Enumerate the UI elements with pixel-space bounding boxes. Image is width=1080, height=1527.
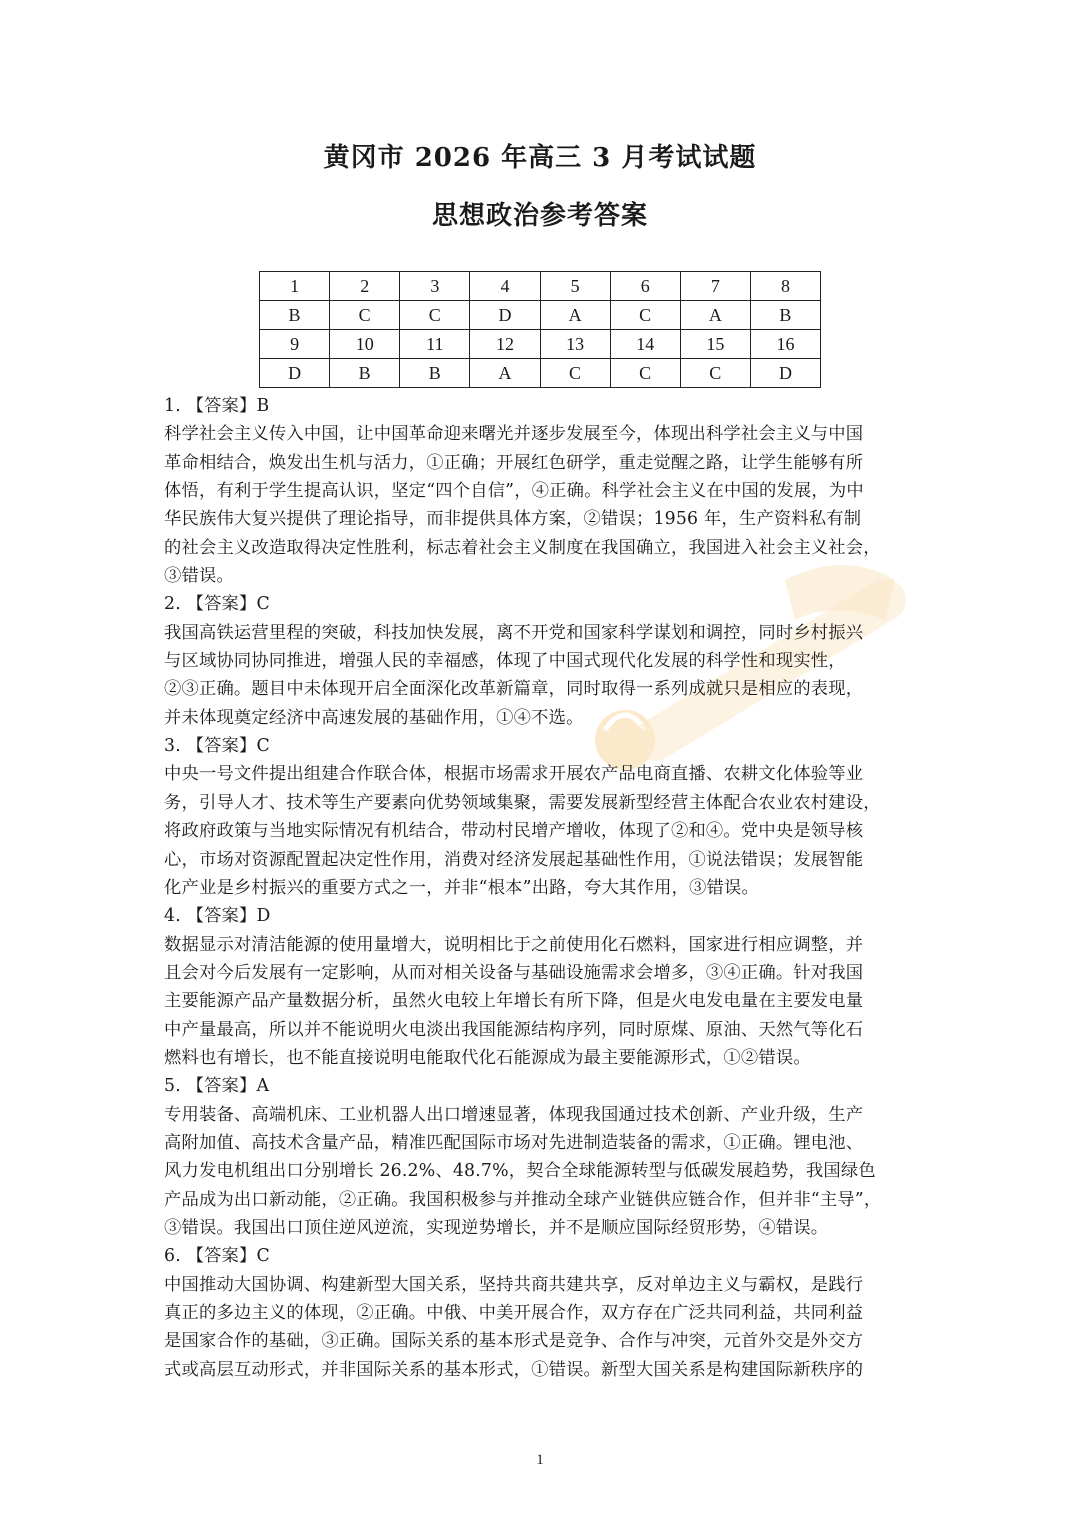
- explanation-line: 华民族伟大复兴提供了理论指导，而非提供具体方案，②错误；1956 年，生产资料私有制: [164, 509, 862, 530]
- answer-letter-cell: B: [260, 301, 330, 330]
- answer-letter-row: [260, 301, 821, 330]
- answer-letter-cell: A: [470, 359, 540, 388]
- explanation-line: 主要能源产品产量数据分析，虽然火电较上年增长有所下降，但是火电发电量在主要发电量: [164, 991, 864, 1012]
- explanation-line: 产品成为出口新动能，②正确。我国积极参与并推动全球产业链供应链合作，但并非“主导”，: [164, 1189, 882, 1210]
- answer-letter-row: [260, 359, 821, 388]
- explanation-line: 中国推动大国协调、构建新型大国关系，坚持共商共建共享，反对单边主义与霸权，是践行: [164, 1274, 864, 1295]
- answer-label: 1. 【答案】B: [164, 396, 270, 416]
- document-title: 黄冈市 2026 年高三 3 月考试试题: [323, 143, 757, 173]
- answer-label: 6. 【答案】C: [164, 1246, 270, 1267]
- explanation-line: 数据显示对清洁能源的使用量增大，说明相比于之前使用化石燃料，国家进行相应调整，并: [164, 934, 864, 955]
- explanation-line: ③错误。: [164, 566, 234, 587]
- explanation-line: 中央一号文件提出组建合作联合体，根据市场需求开展农产品电商直播、农耕文化体验等业: [164, 764, 864, 785]
- question-number-cell: 15: [680, 330, 750, 359]
- explanation-line: 的社会主义改造取得决定性胜利，标志着社会主义制度在我国确立，我国进入社会主义社会，: [164, 537, 881, 558]
- explanation-line: 专用装备、高端机床、工业机器人出口增速显著，体现我国通过技术创新、产业升级，生产: [164, 1104, 864, 1125]
- answer-letter-cell: B: [750, 301, 820, 330]
- answer-letter-cell: C: [610, 359, 680, 388]
- question-number-cell: 4: [470, 272, 540, 301]
- explanation-line: 燃料也有增长，也不能直接说明电能取代化石能源成为最主要能源形式，①②错误。: [164, 1047, 811, 1068]
- question-number-cell: 14: [610, 330, 680, 359]
- answer-label: 2. 【答案】C: [164, 594, 270, 615]
- answer-letter-cell: C: [610, 301, 680, 330]
- question-number-row: [260, 272, 821, 301]
- explanation-line: 将政府政策与当地实际情况有机结合，带动村民增产增收，体现了②和④。党中央是领导核: [164, 821, 864, 842]
- explanation-line: ②③正确。题目中未体现开启全面深化改革新篇章，同时取得一系列成就只是相应的表现，: [164, 679, 864, 700]
- explanation-line: ③错误。我国出口顶住逆风逆流，实现逆势增长，并不是顺应国际经贸形势，④错误。: [164, 1217, 829, 1238]
- question-number-cell: 6: [610, 272, 680, 301]
- question-number-cell: 11: [400, 330, 470, 359]
- question-number-cell: 13: [540, 330, 610, 359]
- answer-letter-cell: D: [470, 301, 540, 330]
- answer-explanations: [164, 392, 920, 1384]
- question-number-cell: 5: [540, 272, 610, 301]
- page-number: 1: [536, 1452, 544, 1468]
- question-number-cell: 2: [330, 272, 400, 301]
- explanation-line: 风力发电机组出口分别增长 26.2%、48.7%，契合全球能源转型与低碳发展趋势，我国绿色: [164, 1161, 876, 1182]
- answer-letter-cell: C: [330, 301, 400, 330]
- explanation-line: 式或高层互动形式，并非国际关系的基本形式，①错误。新型大国关系是构建国际新秩序的: [164, 1359, 864, 1380]
- answer-letter-cell: C: [400, 301, 470, 330]
- answer-letter-cell: B: [400, 359, 470, 388]
- answer-letter-cell: C: [680, 359, 750, 388]
- question-number-cell: 7: [680, 272, 750, 301]
- question-number-cell: 10: [330, 330, 400, 359]
- answer-letter-cell: D: [260, 359, 330, 388]
- explanation-line: 并未体现奠定经济中高速发展的基础作用，①④不选。: [164, 707, 584, 728]
- question-number-cell: 9: [260, 330, 330, 359]
- explanation-line: 中产量最高，所以并不能说明火电淡出我国能源结构序列，同时原煤、原油、天然气等化石: [164, 1019, 864, 1040]
- explanation-line: 与区域协同协同推进，增强人民的幸福感，体现了中国式现代化发展的科学性和现实性，: [164, 651, 846, 672]
- explanation-line: 我国高铁运营里程的突破，科技加快发展，离不开党和国家科学谋划和调控，同时乡村振兴: [164, 622, 864, 643]
- explanation-line: 体悟，有利于学生提高认识，坚定“四个自信”，④正确。科学社会主义在中国的发展，为中: [164, 481, 864, 502]
- question-number-row: [260, 330, 821, 359]
- explanation-line: 科学社会主义传入中国，让中国革命迎来曙光并逐步发展至今，体现出科学社会主义与中国: [164, 424, 864, 445]
- explanation-line: 真正的多边主义的体现，②正确。中俄、中美开展合作，双方存在广泛共同利益，共同利益: [164, 1303, 864, 1323]
- answer-letter-cell: A: [540, 301, 610, 330]
- explanation-line: 革命相结合，焕发出生机与活力，①正确；开展红色研学，重走觉醒之路，让学生能够有所: [164, 452, 864, 473]
- explanation-line: 高附加值、高技术含量产品，精准匹配国际市场对先进制造装备的需求，①正确。锂电池、: [164, 1132, 864, 1153]
- answer-label: 5. 【答案】A: [164, 1076, 270, 1097]
- answer-key-table: [259, 271, 821, 388]
- answer-letter-cell: D: [750, 359, 820, 388]
- answer-letter-cell: C: [540, 359, 610, 388]
- question-number-cell: 8: [750, 272, 820, 301]
- question-number-cell: 3: [400, 272, 470, 301]
- explanation-line: 务，引导人才、技术等生产要素向优势领域集聚，需要发展新型经营主体配合农业农村建设，: [164, 792, 881, 813]
- explanation-line: 且会对今后发展有一定影响，从而对相关设备与基础设施需求会增多，③④正确。针对我国: [164, 962, 864, 983]
- explanation-line: 心，市场对资源配置起决定性作用，消费对经济发展起基础性作用，①说法错误；发展智能: [164, 849, 864, 870]
- answer-label: 4. 【答案】D: [164, 906, 271, 927]
- question-number-cell: 16: [750, 330, 820, 359]
- answer-label: 3. 【答案】C: [164, 736, 270, 757]
- answer-letter-cell: B: [330, 359, 400, 388]
- document-subtitle: 思想政治参考答案: [431, 201, 648, 231]
- question-number-cell: 1: [260, 272, 330, 301]
- explanation-line: 是国家合作的基础，③正确。国际关系的基本形式是竞争、合作与冲突，元首外交是外交方: [164, 1331, 864, 1352]
- explanation-line: 化产业是乡村振兴的重要方式之一，并非“根本”出路，夸大其作用，③错误。: [164, 877, 759, 898]
- question-number-cell: 12: [470, 330, 540, 359]
- answer-letter-cell: A: [680, 301, 750, 330]
